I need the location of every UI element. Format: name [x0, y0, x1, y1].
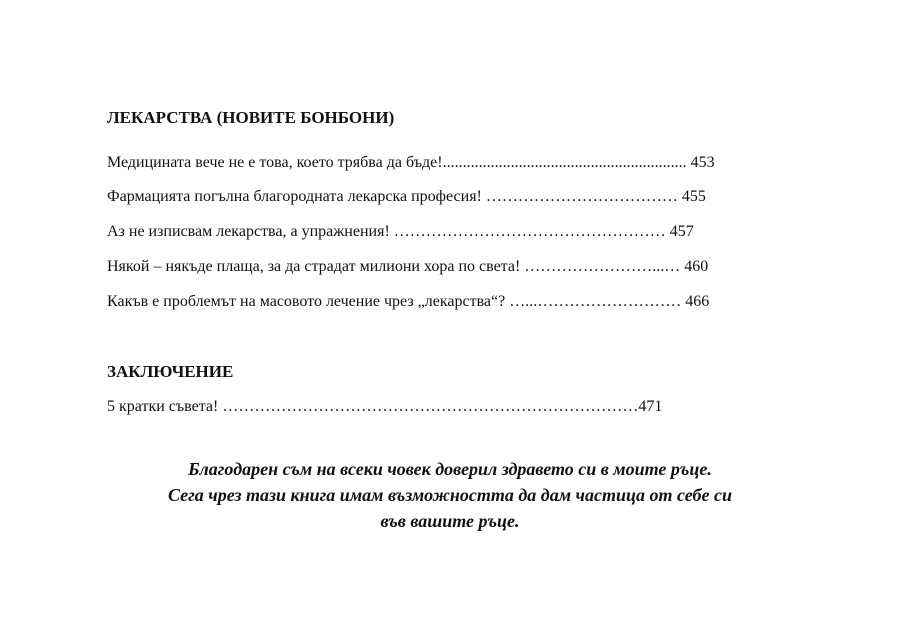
toc-entry: Фармацията погълна благородната лекарска професия! ……………………………… 455 — [107, 188, 706, 205]
section-title-medicines: ЛЕКАРСТВА (НОВИТЕ БОНБОНИ) — [107, 108, 395, 127]
closing-dedication — [0, 456, 900, 534]
toc-entry: 5 кратки съвета! ……………………………………………………………………471 — [107, 398, 663, 415]
closing-line: Благодарен съм на всеки човек доверил здравето си в моите ръце. — [188, 459, 712, 479]
toc-entry: Какъв е проблемът на масовото лечение чрез „лекарства“? …...……………………… 466 — [107, 293, 710, 310]
toc-entry: Някой – някъде плаща, за да страдат милиони хора по света! ……………………...… 460 — [107, 258, 709, 275]
toc-entry: Аз не изписвам лекарства, а упражнения! …………………………………………… 457 — [107, 223, 694, 240]
section-title-conclusion: ЗАКЛЮЧЕНИЕ — [107, 362, 234, 381]
closing-line: Сега чрез тази книга имам възможността да дам частица от себе си — [168, 485, 732, 505]
toc-entry: Медицината вече не е това, което трябва да бъде!............................................................. 453 — [107, 154, 715, 171]
closing-line: във вашите ръце. — [380, 511, 520, 531]
